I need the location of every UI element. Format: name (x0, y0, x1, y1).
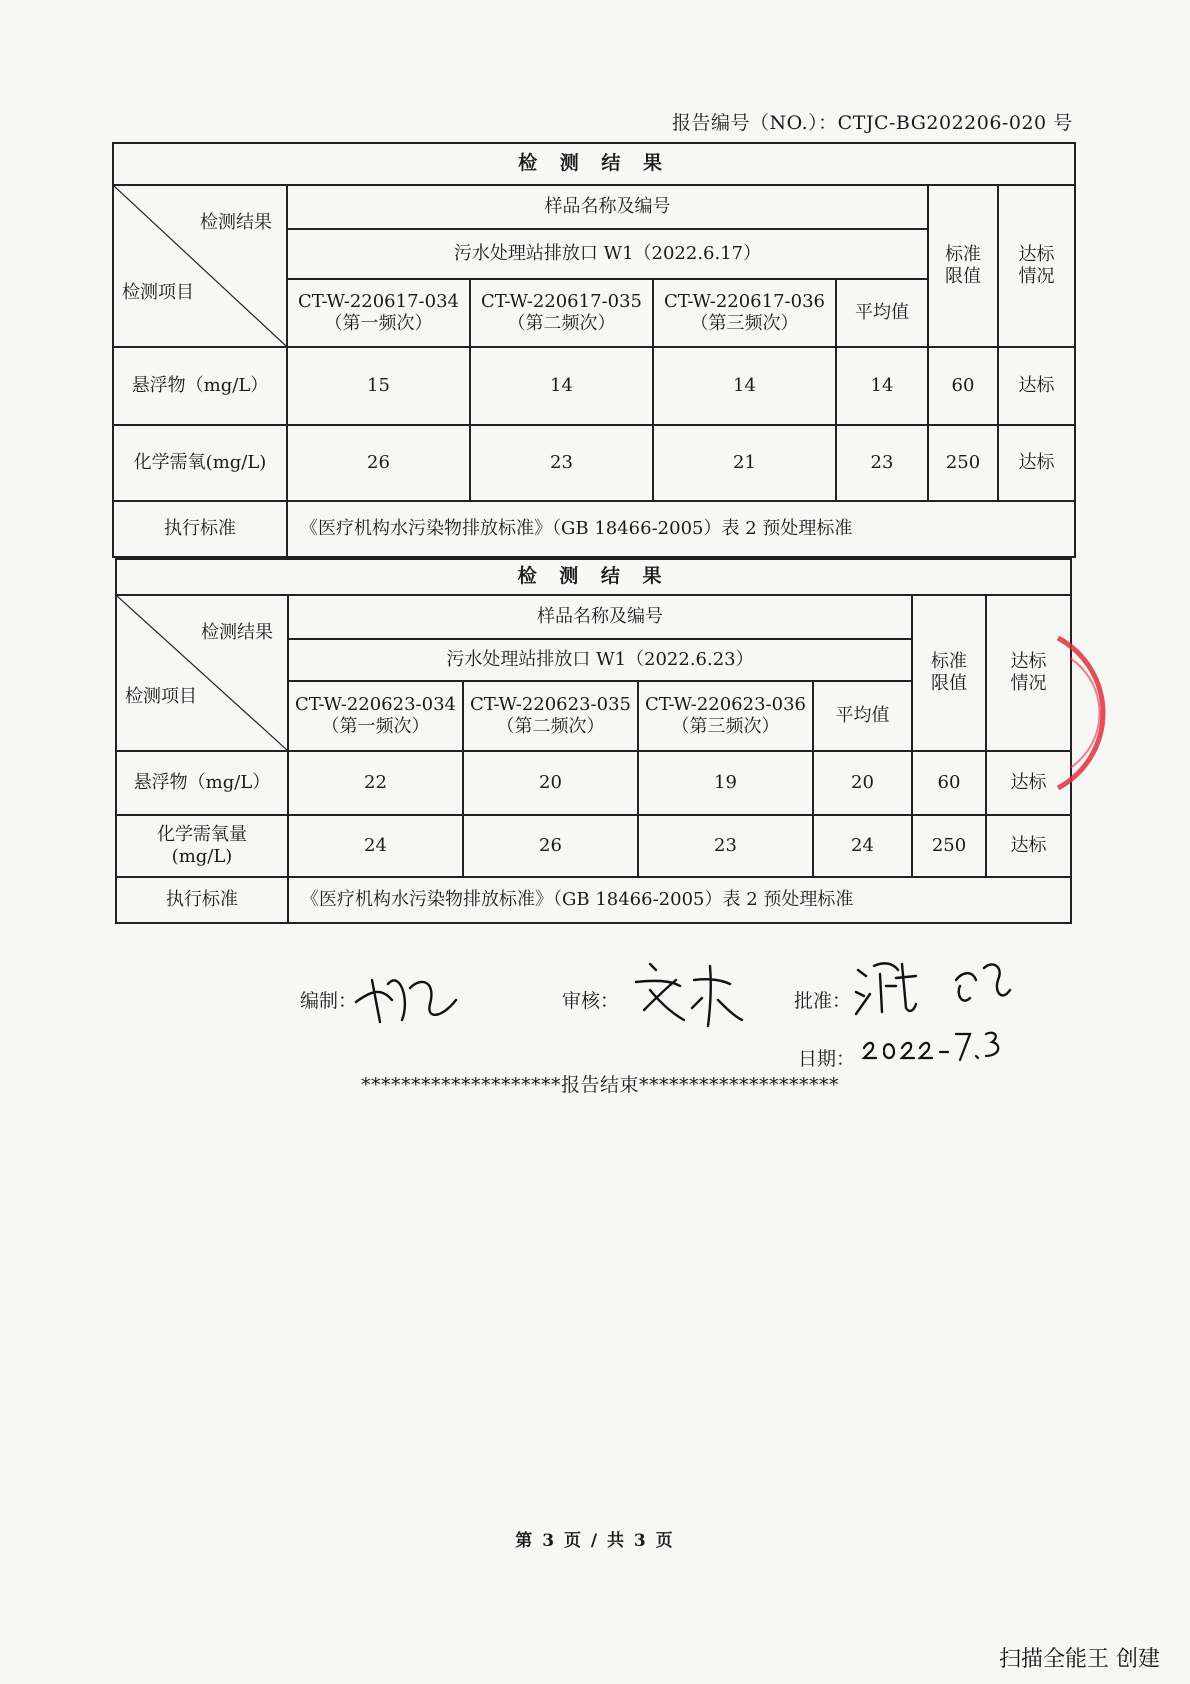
date-signature-icon (860, 1026, 1010, 1066)
sample-location: 污水处理站排放口 W1（2022.6.23） (288, 639, 912, 681)
standard-label: 执行标准 (116, 877, 288, 923)
sample-3 (653, 279, 836, 347)
average-cell: 23 (836, 425, 928, 501)
results-table-2 (115, 558, 1072, 924)
value-cell: 26 (287, 425, 470, 501)
limit-cell: 250 (928, 425, 998, 501)
sample-frequency: （第三频次） (671, 716, 780, 737)
table-title: 检 测 结 果 (116, 559, 1071, 595)
limit-header: 标准限值 (912, 595, 986, 751)
sample-header: 样品名称及编号 (287, 185, 928, 229)
report-end: ********************报告结束******************** (360, 1074, 839, 1096)
standard-text: 《医疗机构水污染物排放标准》（GB 18466-2005）表 2 预处理标准 (288, 877, 1071, 923)
sample-header: 样品名称及编号 (288, 595, 912, 639)
status-header: 达标情况 (998, 185, 1075, 347)
value-cell: 15 (287, 347, 470, 425)
review-label: 审核： (562, 990, 620, 1012)
sample-2 (470, 279, 653, 347)
compile-signature-icon (352, 960, 462, 1030)
sample-3 (638, 681, 813, 751)
sample-code: CT-W-220623-036 (645, 693, 806, 715)
diagonal-header-cell (113, 185, 287, 347)
sample-frequency: （第一频次） (324, 313, 433, 334)
page-number: 第 3 页 / 共 3 页 (515, 1531, 675, 1551)
item-name: 悬浮物（mg/L） (113, 347, 287, 425)
sample-code: CT-W-220617-036 (664, 290, 825, 312)
table-row (116, 815, 1071, 877)
approve-signature-icon (852, 950, 1012, 1020)
sample-1 (288, 681, 463, 751)
standard-row (116, 877, 1071, 923)
average-header: 平均值 (813, 681, 912, 751)
sample-frequency: （第二频次） (507, 313, 616, 334)
date-label: 日期： (798, 1048, 856, 1070)
sample-2 (463, 681, 638, 751)
company-seal (1048, 618, 1188, 798)
header-result-label: 检测结果 (201, 622, 273, 643)
header-item-label: 检测项目 (122, 281, 194, 303)
standard-row (113, 501, 1075, 557)
sample-1 (287, 279, 470, 347)
approve-label: 批准： (794, 990, 852, 1012)
sample-code: CT-W-220617-035 (481, 290, 642, 312)
sample-code: CT-W-220623-035 (470, 693, 631, 715)
results-table-1 (112, 142, 1076, 558)
table-row (113, 347, 1075, 425)
sample-code: CT-W-220623-034 (295, 693, 456, 715)
sample-location: 污水处理站排放口 W1（2022.6.17） (287, 229, 928, 279)
value-cell: 23 (470, 425, 653, 501)
signature-area (300, 950, 1080, 1070)
value-cell: 20 (463, 751, 638, 815)
item-name: 化学需氧量(mg/L) (116, 815, 288, 877)
status-cell: 达标 (986, 751, 1071, 815)
status-cell: 达标 (998, 347, 1075, 425)
value-cell: 14 (653, 347, 836, 425)
standard-text: 《医疗机构水污染物排放标准》（GB 18466-2005）表 2 预处理标准 (287, 501, 1075, 557)
value-cell: 26 (463, 815, 638, 877)
value-cell: 24 (288, 815, 463, 877)
value-cell: 23 (638, 815, 813, 877)
report-number: 报告编号（NO.）：CTJC-BG202206-020 号 (672, 112, 1073, 134)
status-cell: 达标 (998, 425, 1075, 501)
sample-code: CT-W-220617-034 (298, 290, 459, 312)
header-item-label: 检测项目 (125, 685, 197, 707)
sample-frequency: （第三频次） (690, 313, 799, 334)
limit-cell: 250 (912, 815, 986, 877)
diagonal-line (117, 596, 287, 750)
limit-header: 标准限值 (928, 185, 998, 347)
average-header: 平均值 (836, 279, 928, 347)
value-cell: 14 (470, 347, 653, 425)
value-cell: 21 (653, 425, 836, 501)
table-row (113, 425, 1075, 501)
limit-cell: 60 (912, 751, 986, 815)
limit-cell: 60 (928, 347, 998, 425)
item-name: 化学需氧(mg/L) (113, 425, 287, 501)
diagonal-header-cell (116, 595, 288, 751)
status-header: 达标情况 (986, 595, 1071, 751)
average-cell: 20 (813, 751, 912, 815)
diagonal-line (114, 186, 286, 346)
sample-frequency: （第二频次） (496, 716, 605, 737)
value-cell: 19 (638, 751, 813, 815)
review-signature-icon (630, 950, 750, 1032)
item-name: 悬浮物（mg/L） (116, 751, 288, 815)
compile-label: 编制： (300, 990, 358, 1012)
table-title: 检 测 结 果 (113, 143, 1075, 185)
header-result-label: 检测结果 (200, 212, 272, 233)
standard-label: 执行标准 (113, 501, 287, 557)
status-cell: 达标 (986, 815, 1071, 877)
scanner-watermark: 扫描全能王 创建 (999, 1647, 1160, 1672)
average-cell: 24 (813, 815, 912, 877)
sample-frequency: （第一频次） (321, 716, 430, 737)
table-row (116, 751, 1071, 815)
value-cell: 22 (288, 751, 463, 815)
average-cell: 14 (836, 347, 928, 425)
